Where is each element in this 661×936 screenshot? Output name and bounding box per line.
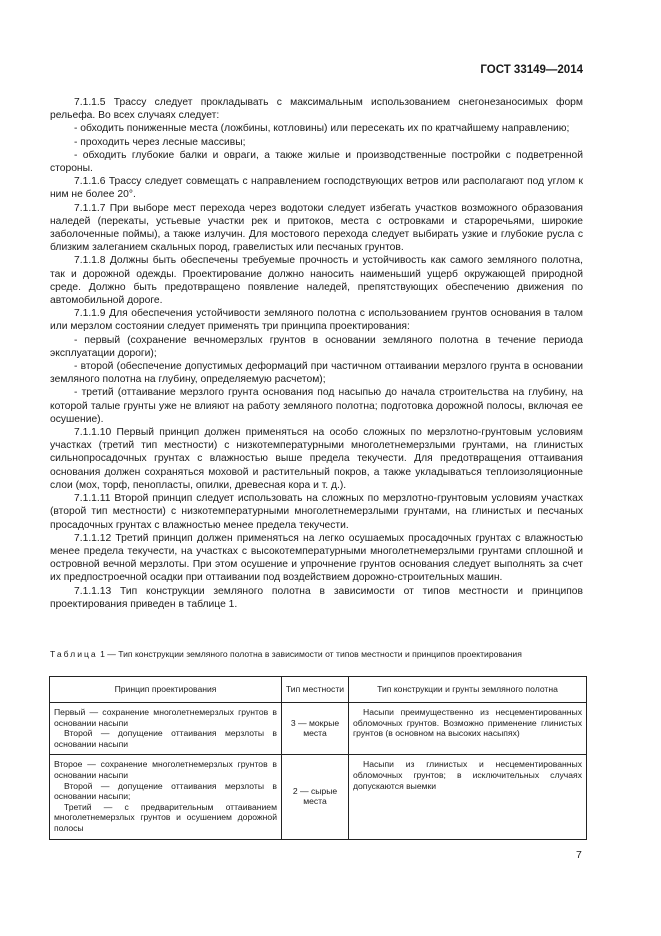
page-number: 7 [576,849,582,861]
list-item: - первый (сохранение вечномерзлых грунтов в основании земляного полотна в течение периода эксплуатации дороги); [50,334,583,359]
header-construction-type: Тип конструкции и грунты земляного полотна [349,677,587,703]
design-principles-table [49,676,587,840]
construction-cell [349,703,587,755]
principle-line: Второй — допущение оттаивания мерзлоты в основании насыпи; [54,780,277,802]
paragraph-7-1-1-7: 7.1.1.7 При выборе мест перехода через водотоки следует избегать участков возможного образования наледей (перекаты, устьевые участки рек и притоков, места с островками и староречьями, широкие заболоченные поймы), а также излучин. Для мостового перехода следует выбирать узкие и глубокие русла с близким залеганием скальных пород, гравелистых или песчаных грунтов. [50,202,583,254]
header-terrain-type: Тип местности [282,677,349,703]
principle-line: Первый — сохранение многолетнемерзлых грунтов в основании насыпи [54,707,277,728]
table-header-row [50,677,587,703]
principle-line: Второе — сохранение многолетнемерзлых грунтов в основании насыпи [54,759,277,780]
paragraph-7-1-1-6: 7.1.1.6 Трассу следует совмещать с направлением господствующих ветров или располагают под углом к ним не более 20°. [50,176,583,201]
paragraph-7-1-1-12: 7.1.1.12 Третий принцип должен применяться на легко осушаемых просадочных грунтах с влажностью менее предела текучести, на участках с высокотемпературными многолетнемерзлыми грунтами сплошной и островной вечной мерзлоты. При этом осушение и упрочнение грунтов основания следует выполнять за счет их предпостроечной осадки при оттаивании под воздействием дорожно-строительных машин. [50,532,583,584]
list-item: - второй (обеспечение допустимых деформаций при частичном оттаивании мерзлого грунта в основании земляного полотна на глубину, определяемую расчетом); [50,361,583,386]
list-item: - обходить пониженные места (ложбины, котловины) или пересекать их по кратчайшему направлению; [74,123,570,135]
paragraph-7-1-1-9: 7.1.1.9 Для обеспечения устойчивости земляного полотна с использованием грунтов основания в талом или мерзлом состоянии следует применять три принципа проектирования: [50,308,583,333]
paragraph-7-1-1-10: 7.1.1.10 Первый принцип должен применяться на особо сложных по мерзлотно-грунтовым условиям участках (третий тип местности) с низкотемпературными многолетнемерзлыми грунтами, на глинистых сильнопросадочных грунтах с влажностью выше предела текучести. Для предотвращения оттаивания основания должен сохраняться моховой и растительный покров, а также укладываться теплоизоляционные слои (мох, торф, пенопласты, опилки, древесная кора и т. д.). [50,427,583,491]
terrain-cell: 2 — сырые места [282,755,349,839]
principle-cell [50,755,282,839]
body-text [50,96,583,611]
paragraph-7-1-1-13: 7.1.1.13 Тип конструкции земляного полотна в зависимости от типов местности и принципов проектирования приведен в таблице 1. [50,585,583,610]
paragraph-7-1-1-5: 7.1.1.5 Трассу следует прокладывать с максимальным использованием снегонезаносимых форм рельефа. Во всех случаях следует: [50,97,583,122]
paragraph-7-1-1-8: 7.1.1.8 Должны быть обеспечены требуемые прочность и устойчивость как самого земляного полотна, так и дорожной одежды. Проектирование должно наносить наименьший ущерб окружающей природной среде. Должно быть предотвращено появление наледей, препятствующих обеспечению движения по автомобильной дороге. [50,255,583,307]
construction-text: Насыпи преимущественно из несцементированных обломочных грунтов. Возможно применение глинистых грунтов (в основном на высоких насыпях) [353,707,582,739]
list-item: - третий (оттаивание мерзлого грунта основания под насыпью до начала строительства на глубину, на которой талые грунты уже не влияют на работу земляного полотна; подготовка дорожной полосы, включая ее осушение). [50,387,583,425]
principle-cell [50,703,282,755]
header-principle: Принцип проектирования [50,677,282,703]
table-caption-text: 1 — Тип конструкции земляного полотна в зависимости от типов местности и принципов проектирования [100,649,522,659]
table-row [50,703,587,755]
document-code-header: ГОСТ 33149—2014 [480,64,583,76]
principle-line: Второй — допущение оттаивания мерзлоты в основании насыпи [54,728,277,749]
construction-text: Насыпи из глинистых и несцементированных обломочных грунтов; в исключительных случаях допускаются выемки [353,759,582,791]
table-caption [50,649,588,660]
paragraph-7-1-1-11: 7.1.1.11 Второй принцип следует использовать на сложных по мерзлотно-грунтовым условиям участках (второй тип местности) с низкотемпературными многолетнемерзлыми грунтами, на глинистых и песчаных просадочных грунтах с влажностью менее предела текучести. [50,493,583,531]
list-item: - проходить через лесные массивы; [74,136,246,148]
construction-cell [349,755,587,839]
table-row [50,755,587,839]
principle-line: Третий — с предварительным оттаиванием многолетнемерзлых грунтов и осушением дорожной полосы [54,801,277,833]
terrain-cell: 3 — мокрые места [282,703,349,755]
table-caption-label: Таблица [50,649,98,659]
list-item: - обходить глубокие балки и овраги, а также жилые и производственные постройки с подветренной стороны. [50,149,583,175]
